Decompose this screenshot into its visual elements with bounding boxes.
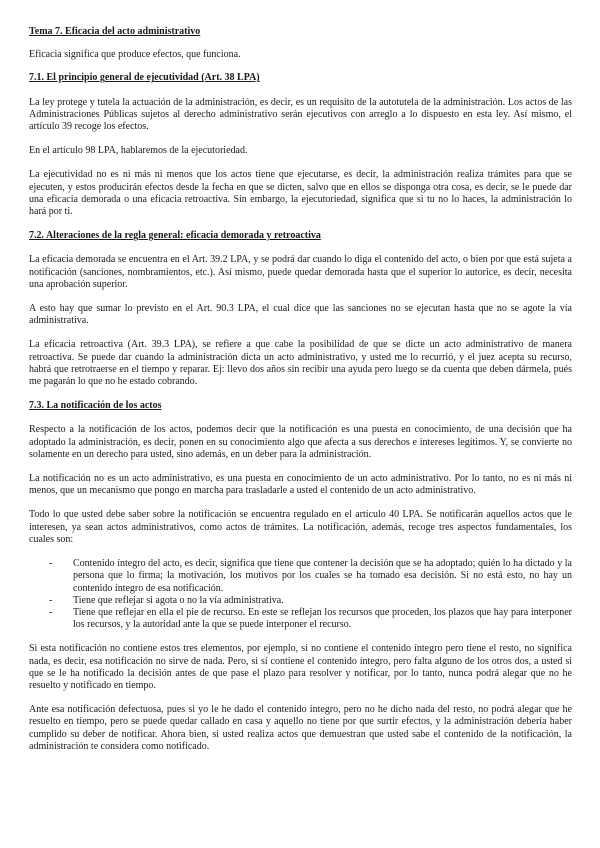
notification-aspects-list	[29, 558, 572, 631]
section-7-1-paragraph-3: La ejecutividad no es ni más ni menos que los actos tiene que ejecutarse, es decir, la administración realiza trámites para que se ejecuten, y estos producirán efectos desde la fecha en que se dicten, salvo que en ellos se disponga otra cosa, es decir, se le puede dar una eficacia demorada o una eficacia retroactiva. Sin embargo, la ejecutoriedad, significa que si tu no lo haces, la administración lo hará por ti.	[29, 169, 572, 218]
section-7-1-paragraph-1: La ley protege y tutela la actuación de la administración, es decir, es un requisito de la autotutela de la administración. Los actos de las Administraciones Públicas sujetos al derecho administrativo serán ejecutivos con arreglo a lo dispuesto en esta ley. Así mismo, el artículo 39 recoge los efectos.	[29, 96, 572, 133]
section-7-2-heading: 7.2. Alteraciones de la regla general: eficacia demorada y retroactiva	[29, 230, 321, 242]
section-7-2-paragraph-1: La eficacia demorada se encuentra en el Art. 39.2 LPA, y se podrá dar cuando lo diga el contenido del acto, o bien por que está sujeta a notificación (sanciones, nombramientos, etc.). Así mismo, puede quedar demorada hasta que el superior lo autorice, es decir, necesita una aprobación superior.	[29, 254, 572, 290]
section-7-3-paragraph-5: Ante esa notificación defectuosa, pues si yo le he dado el contenido íntegro, pero no he dicho nada del resto, no podrá alegar que he resuelto en tiempo, pero se puede quedar callado en casa y aquello no tiene por que surtir efectos, y la administración debería haber cumplido su deber de notificar. Ahora bien, si usted realiza actos que demuestran que usted sabe el contenido de la notificación, la administración te considera como notificado.	[29, 704, 572, 752]
section-7-3-paragraph-1: Respecto a la notificación de los actos, podemos decir que la notificación es una puesta en conocimiento, de una decisión que ha adoptado la administración, es decir, ponen en su conocimiento algo que afecta a sus derechos e intereses legítimos. Y, se convierte no solamente en un derecho para usted, sino además, en un deber para la administración.	[29, 424, 572, 460]
section-7-3-paragraph-4: Si esta notificación no contiene estos tres elementos, por ejemplo, si no contiene el contenido íntegro pero tiene el resto, no significa nada, es decir, esa notificación no sirve de nada. Pero, si sí contiene el contenido íntegro, pero falta alguno de los otros dos, a usted si que se le ha notificado la decisión antes de que pase el plazo para resolver y notificar, por lo tanto, nunca podrá alegar que no he resuelto y notificado en tiempo.	[29, 643, 572, 691]
section-7-2-paragraph-2: A esto hay que sumar lo previsto en el Art. 90.3 LPA, el cual dice que las sanciones no se ejecutan hasta que no se agote la vía administrativa.	[29, 303, 572, 327]
section-7-3-paragraph-3: Todo lo que usted debe saber sobre la notificación se encuentra regulado en el artículo 40 LPA. Se notificarán aquellos actos que le interesen, ya sean actos administrativos, como actos de trámites. La notificación, además, recoge tres aspectos fundamentales, los cuales son:	[29, 509, 572, 545]
section-7-3-heading: 7.3. La notificación de los actos	[29, 400, 162, 412]
document-title: Tema 7. Eficacia del acto administrativo	[29, 26, 201, 37]
section-7-3-paragraph-2: La notificación no es un acto administrativo, es una puesta en conocimiento de un acto administrativo. Por lo tanto, no es ni más ni menos, que un mecanismo que pongo en marcha para trasladarle a usted el contenido de un acto administrativo.	[29, 473, 572, 497]
section-7-1-paragraph-2: En el artículo 98 LPA, hablaremos de la ejecutoriedad.	[29, 145, 248, 157]
section-7-1-heading: 7.1. El principio general de ejecutividad (Art. 38 LPA)	[29, 72, 260, 84]
list-item: - Tiene que reflejar en ella el pie de recurso. En este se reflejan los recursos que proceden, los plazos que hay para interponer los recursos, y la autoridad ante la que se puede interponer el recurso.	[29, 607, 572, 631]
section-7-2-paragraph-3: La eficacia retroactiva (Art. 39.3 LPA), se refiere a que cabe la posibilidad de que se dicte un acto administrativo de manera retroactiva. Se puede dar cuando la administración dicta un acto administrativo, y usted me lo recurrió, y el juez acepta su recurso, habrá que retrotraerse en el tiempo y reparar. Ej: llevo dos años sin recibir una ayuda pero luego se da cuenta que deben dármela, pués me pagarán lo que no he estado cobrando.	[29, 339, 572, 388]
intro-paragraph: Eficacia significa que produce efectos, que funciona.	[29, 49, 241, 61]
list-item: - Contenido íntegro del acto, es decir, significa que tiene que contener la decisión que se ha adoptado; quién lo ha dictado y la persona que lo firma; la motivación, los motivos por los cuales se ha tomado esa decisión. Si no está esto, no hay un contenido íntegro de esa notificación.	[29, 558, 572, 595]
list-item: - Tiene que reflejar si agota o no la vía administrativa.	[29, 595, 572, 607]
